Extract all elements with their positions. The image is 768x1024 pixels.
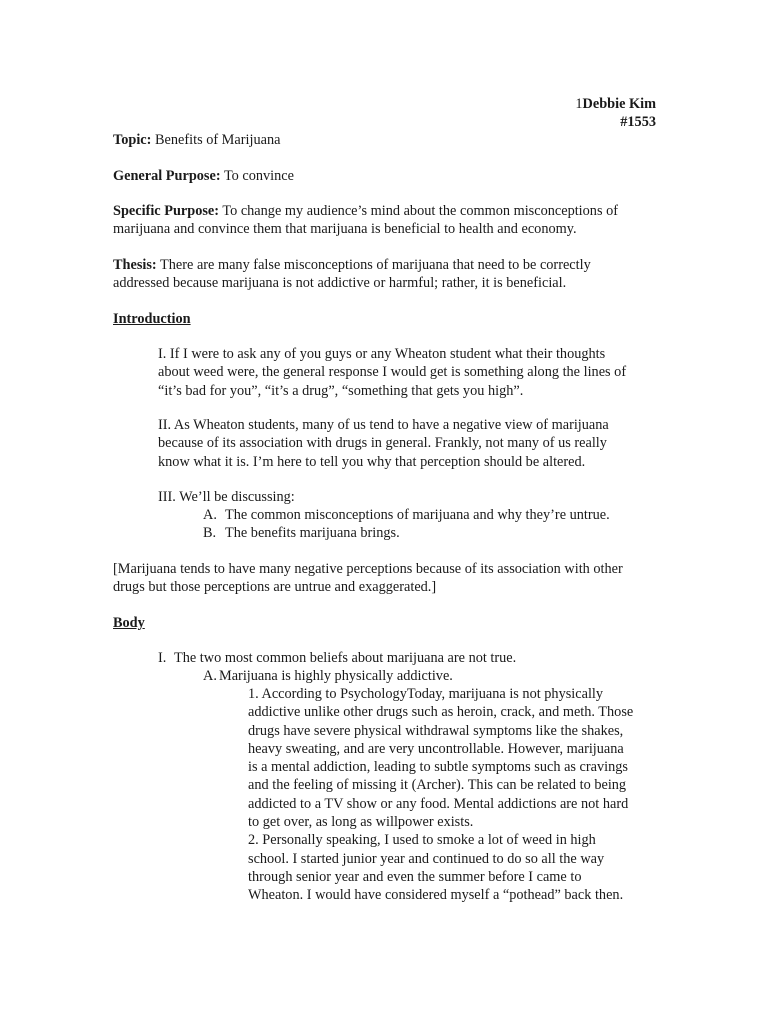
introduction-heading: Introduction [113, 311, 191, 327]
intro-list [203, 506, 653, 543]
intro-point-2-line: II. As Wheaton students, many of us tend to have a negative view of marijuana [158, 417, 609, 433]
intro-point-2-line: because of its association with drugs in general. Frankly, not many of us really [158, 435, 607, 452]
topic-label: Topic: [113, 132, 152, 148]
thesis-line-1 [113, 256, 653, 274]
intro-point-2 [158, 416, 653, 471]
specific-purpose-text-2: marijuana and convince them that marijuana is beneficial to health and economy. [113, 221, 577, 238]
transition-line: [Marijuana tends to have many negative perceptions because of its association with other [113, 561, 623, 577]
intro-point-1-line: “it’s bad for you”, “it’s a drug”, “something that gets you high”. [158, 382, 524, 399]
page-number: 1 [575, 96, 583, 112]
topic-text: Benefits of Marijuana [154, 132, 281, 148]
detail-1-line: heavy sweating, and are very uncontrollable. However, marijuana [248, 740, 624, 757]
transition-line: drugs but those perceptions are untrue and exaggerated.] [113, 579, 437, 596]
detail-1-line: drugs have severe physical withdrawal symptoms like the shakes, [248, 722, 624, 739]
general-purpose-text: To convince [223, 168, 294, 184]
intro-point-1-line: I. If I were to ask any of you guys or any Wheaton student what their thoughts [158, 346, 606, 362]
intro-list-item-b [203, 524, 653, 542]
general-purpose-line [113, 167, 653, 185]
intro-point-2-line: know what it is. I’m here to tell you why that perception should be altered. [158, 453, 586, 470]
author-name: Debbie Kim [582, 96, 656, 112]
intro-list-item-a [203, 506, 653, 524]
list-text: The common misconceptions of marijuana and why they’re untrue. [225, 507, 610, 523]
detail-2-line: 2. Personally speaking, I used to smoke a lot of weed in high [248, 832, 596, 849]
thesis-text-2: addressed because marijuana is not addictive or harmful; rather, it is beneficial. [113, 275, 567, 292]
topic-line [113, 131, 653, 149]
thesis-text-1: There are many false misconceptions of marijuana that need to be correctly [160, 257, 591, 273]
general-purpose-label: General Purpose: [113, 168, 221, 184]
body-heading: Body [113, 615, 145, 631]
specific-purpose-text-1: To change my audience’s mind about the common misconceptions of [222, 203, 619, 219]
intro-point-3: III. We’ll be discussing: [158, 489, 295, 505]
list-text: The benefits marijuana brings. [225, 525, 400, 542]
body-point-1 [158, 649, 653, 667]
detail-1-line: is a mental addiction, leading to subtle symptoms such as cravings [248, 759, 628, 776]
list-marker: A. [203, 668, 217, 684]
specific-purpose-label: Specific Purpose: [113, 203, 220, 219]
detail-1-line: addictive unlike other drugs such as heroin, crack, and meth. Those [248, 704, 634, 721]
detail-1-line: and the feeling of missing it (Archer). This can be related to being [248, 777, 627, 794]
detail-1-line: 1. According to PsychologyToday, marijuana is not physically [248, 686, 604, 702]
transition [113, 560, 653, 597]
detail-1-line: to get over, as long as willpower exists. [248, 814, 474, 831]
detail-2-line: school. I started junior year and continued to do so all the way [248, 850, 605, 867]
list-marker: B. [203, 525, 217, 542]
specific-purpose-line-1 [113, 202, 653, 220]
intro-point-1 [158, 345, 653, 400]
thesis-label: Thesis: [113, 257, 157, 273]
body-sub-a-text: Marijuana is highly physically addictive. [219, 668, 453, 684]
body-details [248, 685, 658, 905]
detail-1-line: addicted to a TV show or any food. Mental addictions are not hard [248, 795, 629, 812]
author-header [575, 95, 656, 113]
detail-2-line: Wheaton. I would have considered myself a “pothead” back then. [248, 887, 624, 904]
list-marker: I. [158, 650, 167, 666]
specific-purpose [113, 202, 653, 239]
list-marker: A. [203, 507, 217, 523]
body-sub-a [203, 667, 653, 685]
thesis [113, 256, 653, 293]
author-id: #1553 [620, 114, 656, 130]
detail-2-line: through senior year and even the summer before I came to [248, 868, 582, 885]
intro-point-1-line: about weed were, the general response I would get is something along the lines of [158, 364, 627, 381]
body-point-1-text: The two most common beliefs about marijuana are not true. [174, 650, 517, 666]
